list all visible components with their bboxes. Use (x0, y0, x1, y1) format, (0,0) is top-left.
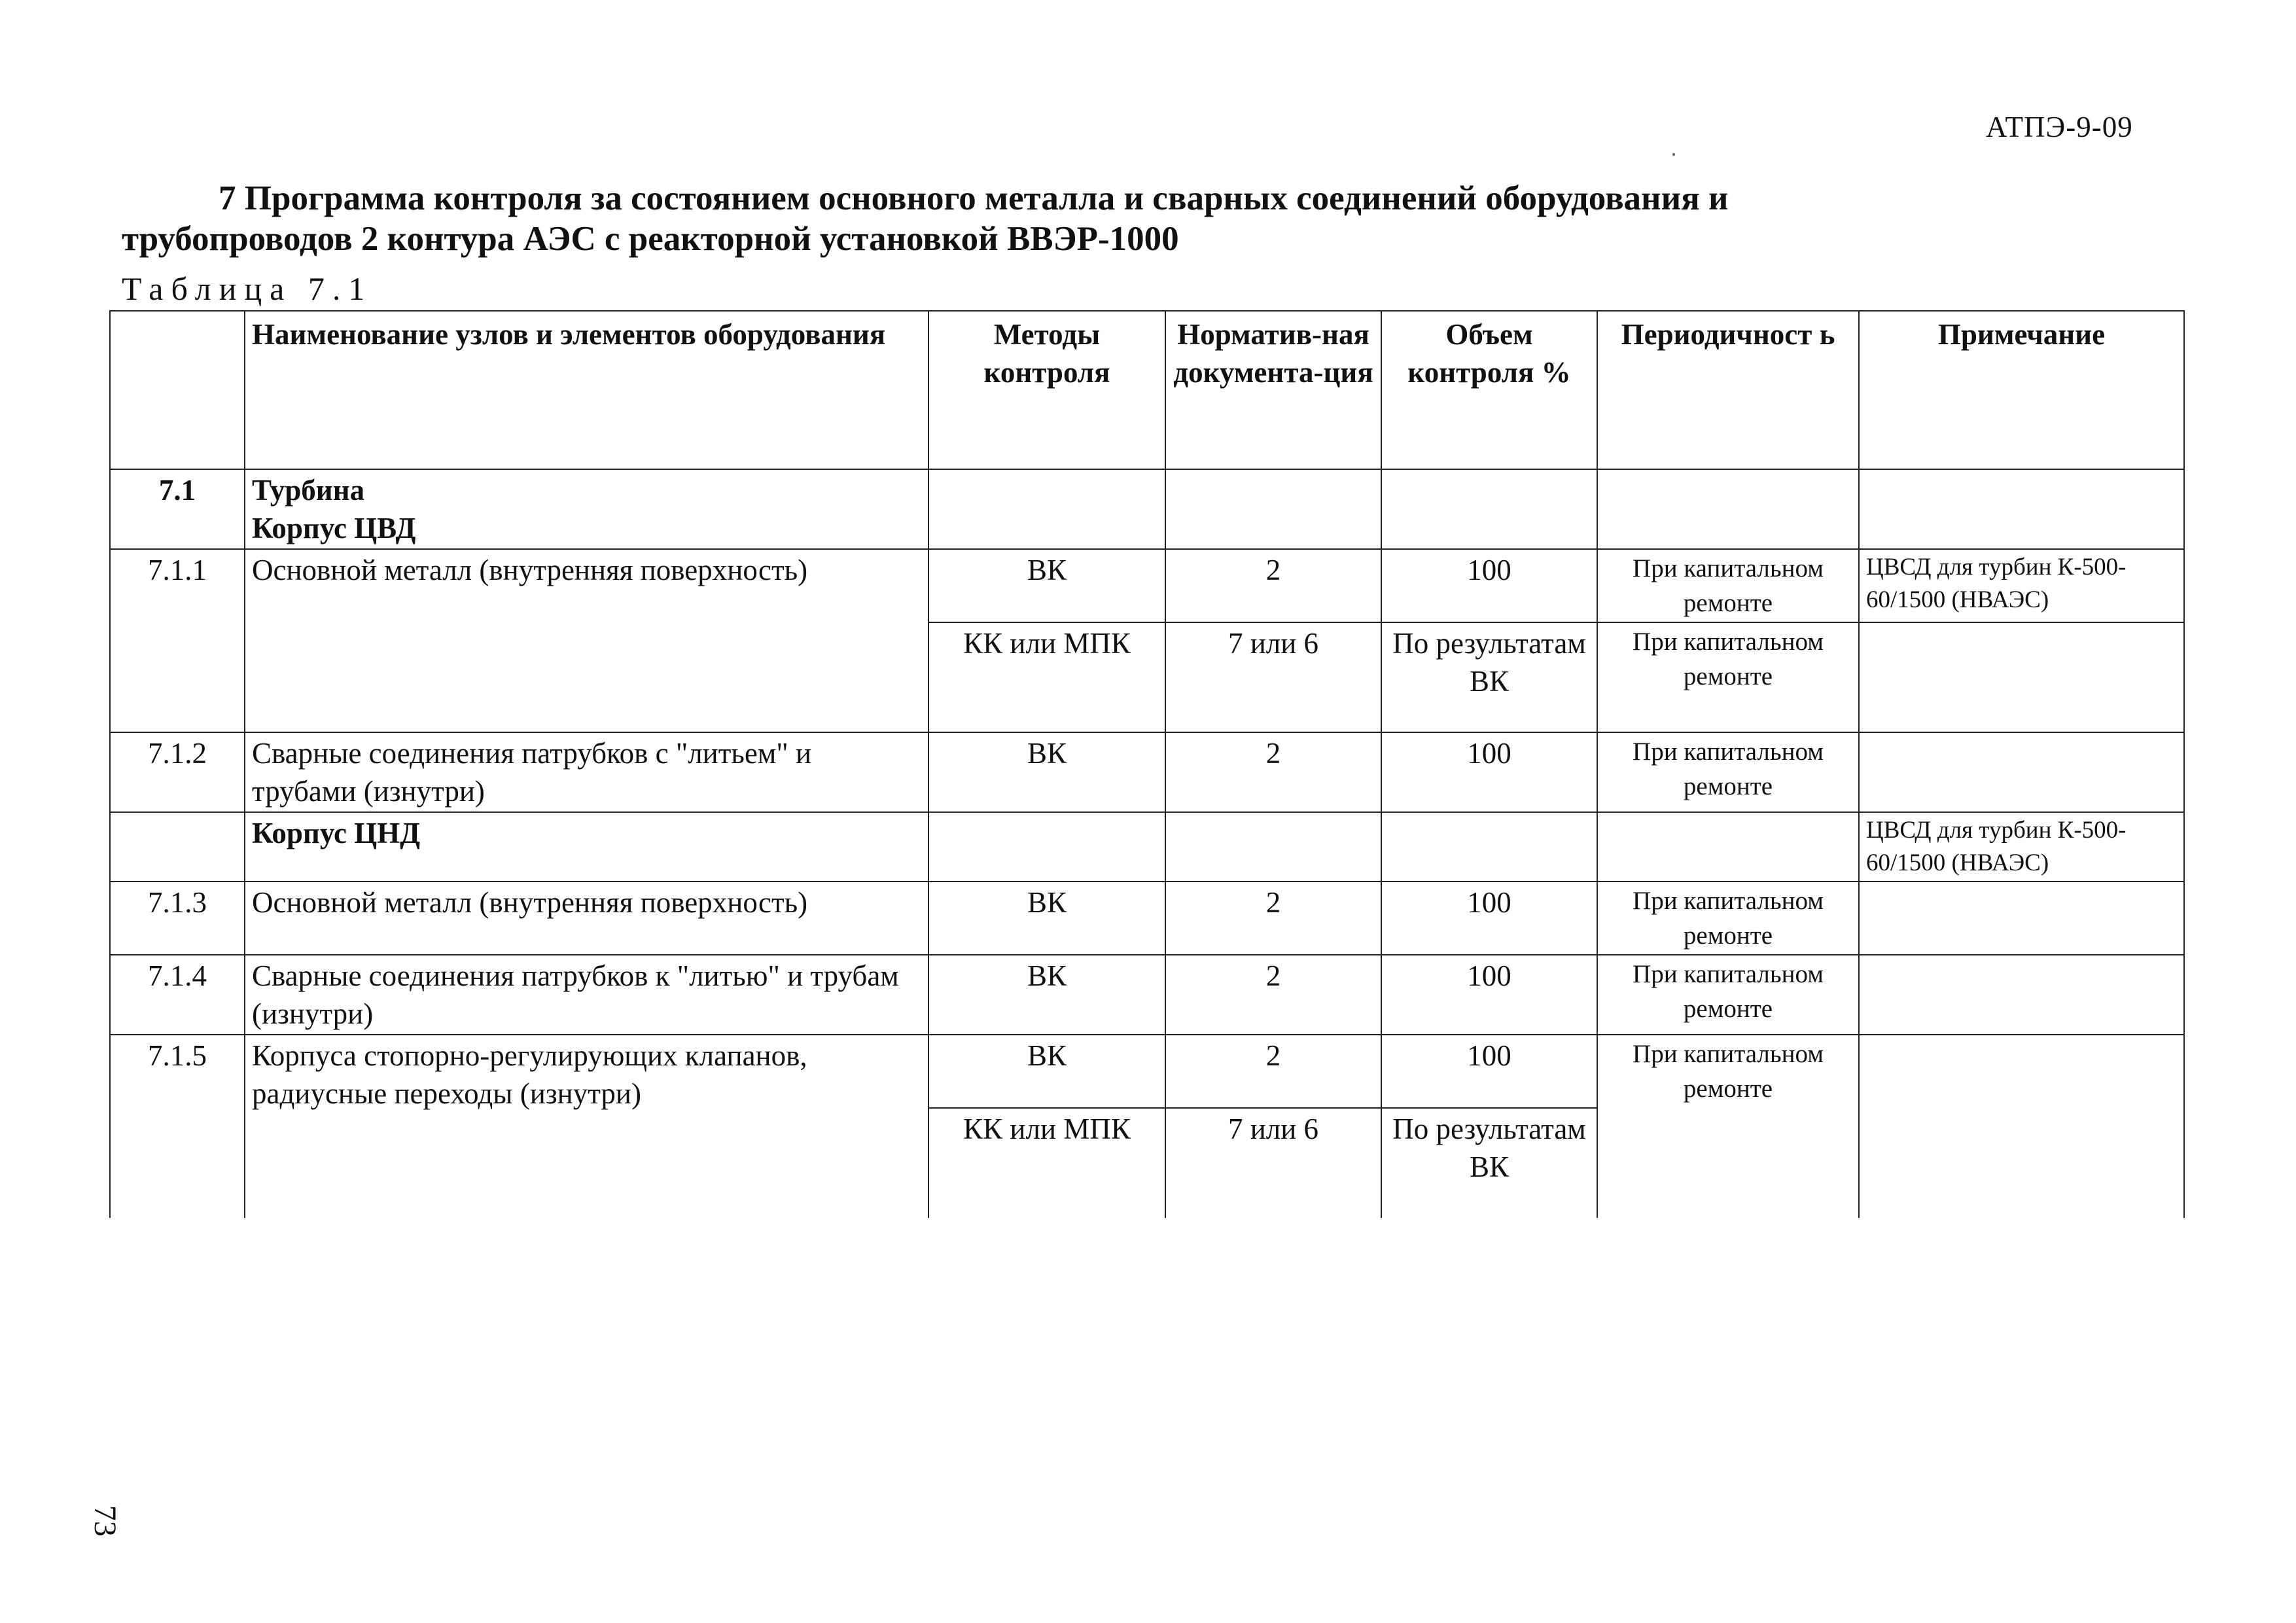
table-caption: Таблица 7.1 (122, 270, 373, 307)
row-name: Основной металл (внутренняя поверхность) (245, 882, 928, 955)
row-volume: По результатам ВК (1381, 622, 1597, 732)
empty-cell (928, 469, 1165, 549)
empty-cell (1859, 882, 2184, 955)
row-num: 7.1.3 (110, 882, 245, 955)
section-heading (122, 178, 2216, 259)
row-doc: 7 или 6 (1165, 1108, 1381, 1218)
row-name: Сварные соединения патрубков к "литью" и трубам (изнутри) (245, 955, 928, 1035)
empty-cell (1381, 469, 1597, 549)
header-note: Примечание (1859, 311, 2184, 469)
row-volume: 100 (1381, 955, 1597, 1035)
section-num: 7.1 (110, 469, 245, 549)
header-normative: Норматив-ная документа-ция (1165, 311, 1381, 469)
empty-cell (1859, 469, 2184, 549)
empty-cell (1597, 469, 1859, 549)
row-volume: По результатам ВК (1381, 1108, 1597, 1218)
table-row (110, 812, 2184, 882)
row-period: При капитальном ремонте (1597, 622, 1859, 732)
table-row (110, 549, 2184, 622)
empty-cell (1165, 469, 1381, 549)
row-num: 7.1.5 (110, 1035, 245, 1218)
row-period: При капитальном ремонте (1597, 882, 1859, 955)
empty-cell (110, 812, 245, 882)
row-period: При капитальном ремонте (1597, 732, 1859, 812)
page-number: 73 (88, 1505, 122, 1537)
row-doc: 2 (1165, 549, 1381, 622)
empty-cell (1859, 955, 2184, 1035)
heading-line-1: 7 Программа контроля за состоянием основного металла и сварных соединений оборудования и (219, 179, 1729, 217)
table-row (110, 1035, 2184, 1108)
scan-dot (1672, 153, 1675, 156)
row-num: 7.1.1 (110, 549, 245, 732)
document-code: АТПЭ-9-09 (1986, 111, 2133, 143)
header-methods: Методы контроля (928, 311, 1165, 469)
section-title-cell (245, 469, 928, 549)
section-title: Турбина (252, 474, 365, 507)
table-row (110, 882, 2184, 955)
row-method: ВК (928, 732, 1165, 812)
row-method: ВК (928, 549, 1165, 622)
row-num: 7.1.4 (110, 955, 245, 1035)
row-volume: 100 (1381, 732, 1597, 812)
row-note: ЦВСД для турбин К-500-60/1500 (НВАЭС) (1859, 549, 2184, 622)
empty-cell (1859, 732, 2184, 812)
row-method: КК или МПК (928, 1108, 1165, 1218)
table-row (110, 732, 2184, 812)
row-period: При капитальном ремонте (1597, 549, 1859, 622)
header-volume: Объем контроля % (1381, 311, 1597, 469)
row-volume: 100 (1381, 549, 1597, 622)
empty-cell (1381, 812, 1597, 882)
table-row (110, 955, 2184, 1035)
row-period: При капитальном ремонте (1597, 955, 1859, 1035)
inspection-table (109, 310, 2185, 1218)
row-doc: 2 (1165, 1035, 1381, 1108)
row-doc: 2 (1165, 882, 1381, 955)
row-name: Основной металл (внутренняя поверхность) (245, 549, 928, 732)
empty-cell (1165, 812, 1381, 882)
row-doc: 2 (1165, 955, 1381, 1035)
heading-line-2: трубопроводов 2 контура АЭС с реакторной установкой ВВЭР-1000 (122, 220, 1179, 258)
cnd-note: ЦВСД для турбин К-500-60/1500 (НВАЭС) (1859, 812, 2184, 882)
row-num: 7.1.2 (110, 732, 245, 812)
cnd-title: Корпус ЦНД (245, 812, 928, 882)
row-name: Сварные соединения патрубков с "литьем" и трубами (изнутри) (245, 732, 928, 812)
header-name: Наименование узлов и элементов оборудования (245, 311, 928, 469)
row-method: ВК (928, 1035, 1165, 1108)
empty-cell (928, 812, 1165, 882)
section-subtitle: Корпус ЦВД (252, 512, 416, 544)
row-method: ВК (928, 955, 1165, 1035)
row-name: Корпуса стопорно-регулирующих клапанов, радиусные переходы (изнутри) (245, 1035, 928, 1218)
row-volume: 100 (1381, 1035, 1597, 1108)
empty-cell (1859, 622, 2184, 732)
header-periodicity: Периодичност ь (1597, 311, 1859, 469)
row-period: При капитальном ремонте (1597, 1035, 1859, 1218)
header-num (110, 311, 245, 469)
empty-cell (1597, 812, 1859, 882)
row-method: КК или МПК (928, 622, 1165, 732)
row-doc: 2 (1165, 732, 1381, 812)
row-volume: 100 (1381, 882, 1597, 955)
row-method: ВК (928, 882, 1165, 955)
table-row (110, 469, 2184, 549)
table-header-row (110, 311, 2184, 469)
row-doc: 7 или 6 (1165, 622, 1381, 732)
empty-cell (1859, 1035, 2184, 1218)
